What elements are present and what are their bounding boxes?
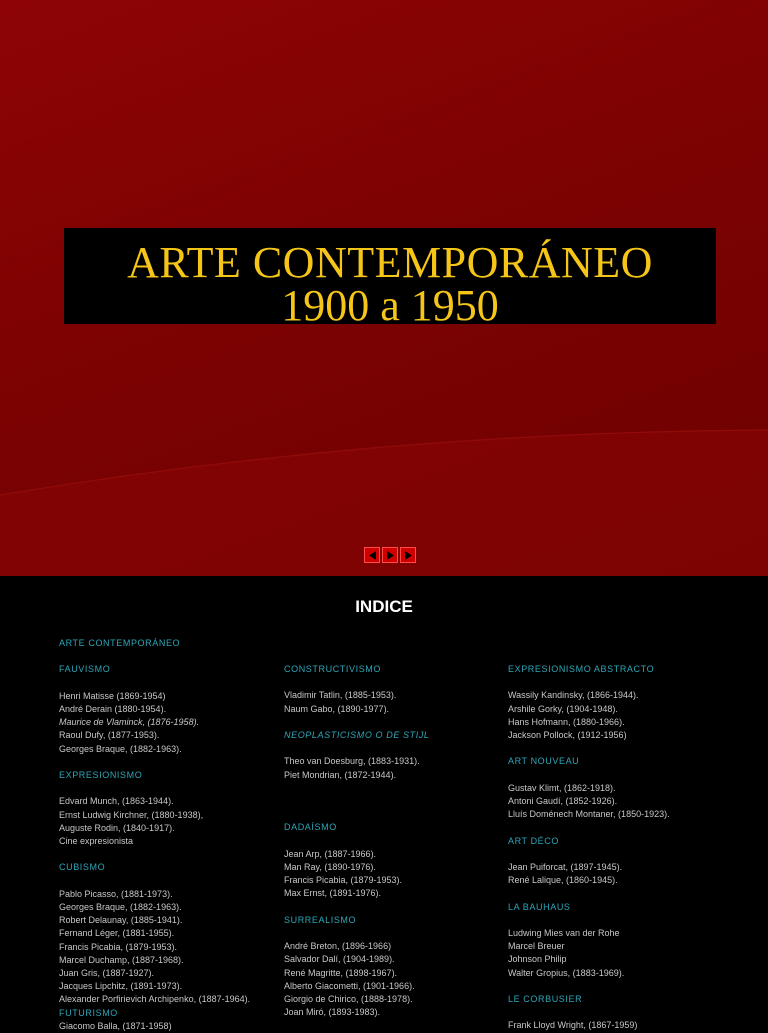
- index-heading: INDICE: [355, 597, 413, 616]
- list-item: Gustav Klimt, (1862-1918).: [508, 782, 616, 793]
- play-button[interactable]: [382, 547, 398, 563]
- slide-subtitle: 1900 a 1950: [281, 281, 499, 330]
- previous-button[interactable]: [364, 547, 380, 563]
- title-box: [64, 228, 716, 330]
- slide-title: ARTE CONTEMPORÁNEO: [127, 238, 653, 287]
- index-link-expresionismo-abstracto[interactable]: EXPRESIONISMO ABSTRACTO: [508, 664, 655, 674]
- slide-navigation: [364, 547, 418, 564]
- list-item: Man Ray, (1890-1976).: [284, 861, 376, 872]
- next-icon: [404, 551, 413, 560]
- list-item: Jean Puiforcat, (1897-1945).: [508, 861, 623, 872]
- list-item: Walter Gropius, (1883-1969).: [508, 967, 625, 978]
- play-icon: [386, 551, 395, 560]
- list-item: Jacques Lipchitz, (1891-1973).: [59, 981, 183, 992]
- index-link-art-deco[interactable]: ART DÉCO: [508, 835, 559, 846]
- list-item: Johnson Philip: [508, 954, 567, 965]
- list-item: André Derain (1880-1954).: [59, 703, 167, 714]
- index-link-art-nouveau[interactable]: ART NOUVEAU: [508, 756, 580, 767]
- index-slide: [0, 576, 768, 1031]
- index-link-constructivismo[interactable]: CONSTRUCTIVISMO: [284, 664, 382, 674]
- list-item: Max Ernst, (1891-1976).: [284, 888, 382, 899]
- list-item: Piet Mondrian, (1872-1944).: [284, 769, 397, 780]
- list-item: Theo van Doesburg, (1883-1931).: [284, 756, 420, 767]
- list-item: Wassily Kandinsky, (1866-1944).: [508, 690, 639, 701]
- list-item: Cine expresionista: [59, 835, 134, 846]
- list-item: Pablo Picasso, (1881-1973).: [59, 888, 173, 899]
- list-item: Henri Matisse (1869-1954): [59, 690, 166, 701]
- list-item: Robert Delaunay, (1885-1941).: [59, 915, 183, 926]
- list-item: René Lalique, (1860-1945).: [508, 875, 618, 886]
- list-item: Auguste Rodin, (1840-1917).: [59, 822, 175, 833]
- list-item: René Magritte, (1898-1967).: [284, 967, 398, 978]
- list-item: Edvard Munch, (1863-1944).: [59, 796, 174, 807]
- list-item: Raoul Dufy, (1877-1953).: [59, 730, 160, 741]
- index-column-a: [59, 637, 250, 1033]
- list-item: Juan Gris, (1887-1927).: [59, 967, 155, 978]
- list-item: Alexander Porfirievich Archipenko, (1887-1964).: [59, 994, 251, 1005]
- index-link-neoplasticismo[interactable]: NEOPLASTICISMO O DE STIJL: [284, 729, 430, 740]
- index-link-fauvismo[interactable]: FAUVISMO: [59, 664, 111, 675]
- next-button[interactable]: [400, 547, 416, 563]
- list-item: Jackson Pollock, (1912-1956): [508, 730, 627, 740]
- list-item: Vladimir Tatlin, (1885-1953).: [284, 690, 397, 701]
- list-item: Francis Picabia, (1879-1953).: [284, 875, 403, 886]
- list-item: Jean Arp, (1887-1966).: [284, 848, 377, 859]
- list-item: Marcel Breuer: [508, 941, 565, 952]
- index-link-futurismo[interactable]: FUTURISMO: [59, 1007, 118, 1018]
- list-item: Ernst Ludwig Kirchner, (1880-1938),: [59, 809, 204, 820]
- list-item: Giacomo Balla, (1871-1958): [59, 1020, 172, 1031]
- list-item: Lluís Doménech Montaner, (1850-1923).: [508, 809, 670, 820]
- index-column-c: [508, 663, 670, 1033]
- previous-icon: [368, 551, 377, 560]
- list-item: Salvador Dalí, (1904-1989).: [284, 954, 395, 965]
- list-item: André Breton, (1896-1966): [284, 941, 392, 952]
- index-link-surrealismo[interactable]: SURREALISMO: [284, 914, 357, 925]
- list-item: Ludwing Mies van der Rohe: [508, 927, 620, 938]
- list-item: Georges Braque, (1882-1963).: [59, 743, 182, 754]
- index-link-la-bauhaus[interactable]: LA BAUHAUS: [508, 901, 571, 912]
- list-item: Arshile Gorky, (1904-1948).: [508, 703, 618, 714]
- list-item: Francis Picabia, (1879-1953).: [59, 941, 178, 952]
- list-item: Georges Braque, (1882-1963).: [59, 901, 182, 912]
- index-link-le-corbusier[interactable]: LE CORBUSIER: [508, 993, 583, 1004]
- index-link-cubismo[interactable]: CUBISMO: [59, 862, 106, 873]
- index-link-arte-contemporaneo[interactable]: ARTE CONTEMPORÁNEO: [59, 638, 181, 648]
- index-column-b: [284, 663, 430, 1019]
- list-item: Hans Hofmann, (1880-1966).: [508, 716, 625, 727]
- index-link-expresionismo[interactable]: EXPRESIONISMO: [59, 769, 143, 780]
- list-item: Joan Miró, (1893-1983).: [284, 1007, 381, 1018]
- list-item: Marcel Duchamp, (1887-1968).: [59, 954, 184, 965]
- list-item: Fernand Léger, (1881-1955).: [59, 928, 175, 939]
- index-link-dadaismo[interactable]: DADAÍSMO: [284, 822, 337, 833]
- list-item: Naum Gabo, (1890-1977).: [284, 703, 390, 714]
- list-item: Giorgio de Chirico, (1888-1978).: [284, 993, 413, 1004]
- list-item: Alberto Giacometti, (1901-1966).: [284, 980, 415, 991]
- list-item: Antoni Gaudí, (1852-1926).: [508, 795, 618, 806]
- list-item: Frank Lloyd Wright, (1867-1959): [508, 1020, 638, 1031]
- list-item-link[interactable]: Maurice de Vlaminck, (1876-1958).: [59, 717, 200, 728]
